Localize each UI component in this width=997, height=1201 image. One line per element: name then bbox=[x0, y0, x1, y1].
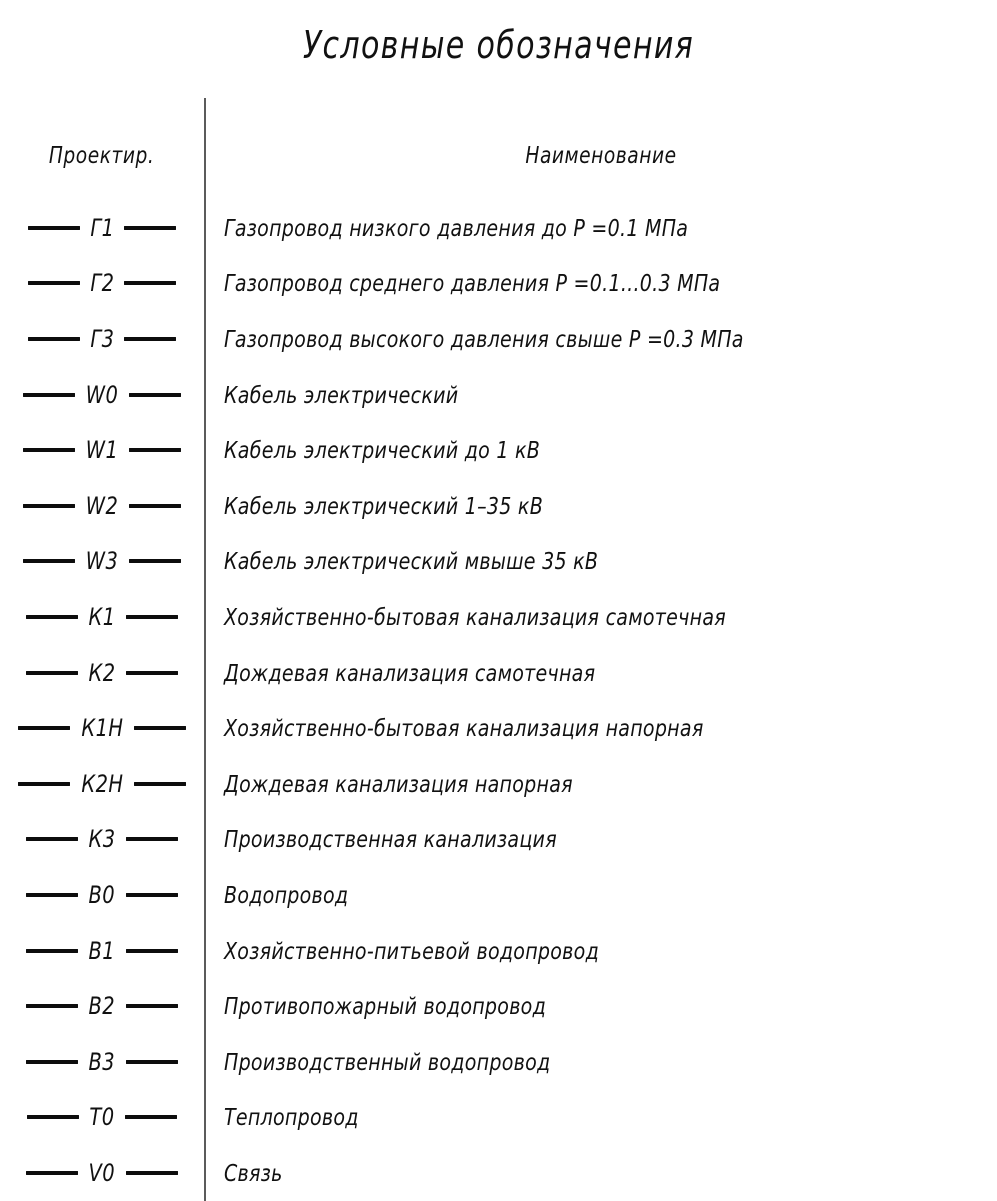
line-dash-right-icon bbox=[134, 782, 186, 786]
pipeline-line-symbol bbox=[0, 714, 204, 742]
legend-description-label: Водопровод bbox=[224, 880, 349, 909]
pipeline-line-symbol bbox=[0, 381, 204, 409]
line-dash-left-icon bbox=[26, 1171, 78, 1175]
table-row bbox=[0, 534, 997, 590]
legend-table bbox=[0, 98, 997, 1201]
line-dash-right-icon bbox=[126, 1060, 178, 1064]
legend-symbol-cell bbox=[0, 589, 205, 645]
header-row bbox=[0, 98, 997, 200]
table-row bbox=[0, 1090, 997, 1146]
line-dash-right-icon bbox=[129, 559, 181, 563]
line-dash-right-icon bbox=[129, 448, 181, 452]
legend-description-label: Производственный водопровод bbox=[224, 1047, 551, 1076]
pipeline-line-symbol bbox=[0, 659, 204, 687]
legend-symbol-cell bbox=[0, 645, 205, 701]
line-dash-right-icon bbox=[129, 504, 181, 508]
legend-description-cell bbox=[205, 367, 997, 423]
pipeline-line-symbol bbox=[0, 603, 204, 631]
legend-description-label: Производственная канализация bbox=[224, 825, 557, 854]
legend-description-label: Теплопровод bbox=[224, 1103, 359, 1132]
pipeline-line-symbol bbox=[0, 547, 204, 575]
line-dash-right-icon bbox=[124, 281, 176, 285]
legend-code-label: W3 bbox=[85, 547, 119, 576]
legend-description-cell bbox=[205, 200, 997, 256]
legend-symbol-cell bbox=[0, 311, 205, 367]
line-dash-left-icon bbox=[23, 504, 75, 508]
table-row bbox=[0, 1145, 997, 1201]
line-dash-left-icon bbox=[26, 615, 78, 619]
line-dash-left-icon bbox=[28, 281, 80, 285]
legend-description-cell bbox=[205, 700, 997, 756]
legend-description-cell bbox=[205, 867, 997, 923]
table-row bbox=[0, 589, 997, 645]
line-dash-right-icon bbox=[126, 615, 178, 619]
line-dash-left-icon bbox=[26, 1004, 78, 1008]
legend-description-label: Кабель электрический 1–35 кВ bbox=[224, 491, 544, 520]
legend-description-label: Газопровод среднего давления Р =0.1...0.3 МПа bbox=[224, 269, 721, 298]
legend-code-label: В1 bbox=[88, 936, 116, 965]
legend-description-label: Связь bbox=[224, 1158, 283, 1187]
legend-code-label: Т0 bbox=[89, 1103, 115, 1132]
table-row bbox=[0, 256, 997, 312]
legend-description-cell bbox=[205, 645, 997, 701]
line-dash-right-icon bbox=[126, 949, 178, 953]
pipeline-line-symbol bbox=[0, 992, 204, 1020]
column-header-symbol bbox=[0, 98, 205, 200]
table-body bbox=[0, 200, 997, 1201]
line-dash-right-icon bbox=[126, 893, 178, 897]
column-header-symbol-label: Проектир. bbox=[49, 143, 155, 169]
table-row bbox=[0, 756, 997, 812]
legend-code-label: К3 bbox=[88, 825, 116, 854]
legend-symbol-cell bbox=[0, 700, 205, 756]
legend-description-cell bbox=[205, 534, 997, 590]
table-row bbox=[0, 923, 997, 979]
pipeline-line-symbol bbox=[0, 881, 204, 909]
legend-symbol-cell bbox=[0, 367, 205, 423]
legend-description-label: Хозяйственно-бытовая канализация самотечная bbox=[224, 602, 726, 631]
pipeline-line-symbol bbox=[0, 214, 204, 242]
legend-code-label: W1 bbox=[85, 436, 119, 465]
pipeline-line-symbol bbox=[0, 770, 204, 798]
legend-description-label: Хозяйственно-бытовая канализация напорная bbox=[224, 714, 704, 743]
legend-code-label: К2Н bbox=[80, 769, 124, 798]
legend-description-cell bbox=[205, 923, 997, 979]
legend-description-label: Хозяйственно-питьевой водопровод bbox=[224, 936, 600, 965]
legend-code-label: В2 bbox=[88, 992, 116, 1021]
legend-description-cell bbox=[205, 478, 997, 534]
legend-description-cell bbox=[205, 812, 997, 868]
legend-code-label: V0 bbox=[88, 1158, 116, 1187]
line-dash-right-icon bbox=[134, 726, 186, 730]
legend-description-label: Кабель электрический до 1 кВ bbox=[224, 436, 541, 465]
line-dash-right-icon bbox=[126, 1004, 178, 1008]
legend-symbol-cell bbox=[0, 534, 205, 590]
legend-symbol-cell bbox=[0, 1034, 205, 1090]
legend-description-cell bbox=[205, 978, 997, 1034]
line-dash-right-icon bbox=[129, 393, 181, 397]
column-header-name-label: Наименование bbox=[525, 143, 678, 169]
table-row bbox=[0, 700, 997, 756]
legend-code-label: Г2 bbox=[89, 269, 115, 298]
line-dash-left-icon bbox=[23, 559, 75, 563]
table-row bbox=[0, 1034, 997, 1090]
legend-description-label: Противопожарный водопровод bbox=[224, 992, 547, 1021]
table-row bbox=[0, 812, 997, 868]
legend-symbol-cell bbox=[0, 756, 205, 812]
table-row bbox=[0, 200, 997, 256]
legend-symbol-cell bbox=[0, 478, 205, 534]
table-row bbox=[0, 867, 997, 923]
legend-code-label: W0 bbox=[85, 380, 119, 409]
legend-code-label: W2 bbox=[85, 491, 119, 520]
table-row bbox=[0, 978, 997, 1034]
legend-code-label: В0 bbox=[88, 880, 116, 909]
line-dash-right-icon bbox=[126, 1171, 178, 1175]
legend-symbol-cell bbox=[0, 200, 205, 256]
legend-description-cell bbox=[205, 589, 997, 645]
legend-description-cell bbox=[205, 756, 997, 812]
table-row bbox=[0, 422, 997, 478]
pipeline-line-symbol bbox=[0, 1048, 204, 1076]
legend-description-cell bbox=[205, 422, 997, 478]
line-dash-left-icon bbox=[26, 671, 78, 675]
legend-description-cell bbox=[205, 1034, 997, 1090]
line-dash-right-icon bbox=[126, 837, 178, 841]
pipeline-line-symbol bbox=[0, 1103, 204, 1131]
legend-symbol-cell bbox=[0, 978, 205, 1034]
pipeline-line-symbol bbox=[0, 492, 204, 520]
legend-symbol-cell bbox=[0, 1090, 205, 1146]
line-dash-right-icon bbox=[124, 337, 176, 341]
table-row bbox=[0, 367, 997, 423]
line-dash-left-icon bbox=[26, 1060, 78, 1064]
column-header-name bbox=[205, 98, 997, 200]
line-dash-right-icon bbox=[126, 671, 178, 675]
line-dash-right-icon bbox=[124, 226, 176, 230]
pipeline-line-symbol bbox=[0, 825, 204, 853]
legend-code-label: К1Н bbox=[80, 714, 124, 743]
pipeline-line-symbol bbox=[0, 937, 204, 965]
line-dash-left-icon bbox=[28, 226, 80, 230]
legend-description-label: Газопровод высокого давления свыше Р =0.3 МПа bbox=[224, 324, 744, 353]
legend-symbol-cell bbox=[0, 1145, 205, 1201]
line-dash-left-icon bbox=[18, 782, 70, 786]
legend-code-label: К2 bbox=[88, 658, 116, 687]
legend-code-label: Г1 bbox=[89, 213, 115, 242]
page-title: Условные обозначения bbox=[302, 23, 695, 67]
line-dash-left-icon bbox=[26, 893, 78, 897]
legend-description-cell bbox=[205, 1145, 997, 1201]
pipeline-line-symbol bbox=[0, 1159, 204, 1187]
line-dash-right-icon bbox=[125, 1115, 177, 1119]
table-row bbox=[0, 478, 997, 534]
legend-symbol-cell bbox=[0, 923, 205, 979]
legend-description-cell bbox=[205, 311, 997, 367]
legend-description-label: Газопровод низкого давления до Р =0.1 МПа bbox=[224, 213, 689, 242]
legend-code-label: В3 bbox=[88, 1047, 116, 1076]
table-row bbox=[0, 311, 997, 367]
legend-code-label: Г3 bbox=[89, 324, 115, 353]
legend-description-label: Дождевая канализация самотечная bbox=[224, 658, 596, 687]
line-dash-left-icon bbox=[23, 448, 75, 452]
line-dash-left-icon bbox=[18, 726, 70, 730]
table-header bbox=[0, 98, 997, 200]
line-dash-left-icon bbox=[27, 1115, 79, 1119]
legend-description-cell bbox=[205, 1090, 997, 1146]
legend-symbol-cell bbox=[0, 812, 205, 868]
pipeline-line-symbol bbox=[0, 269, 204, 297]
table-row bbox=[0, 645, 997, 701]
line-dash-left-icon bbox=[26, 949, 78, 953]
legend-code-label: К1 bbox=[88, 602, 116, 631]
line-dash-left-icon bbox=[23, 393, 75, 397]
legend-description-cell bbox=[205, 256, 997, 312]
line-dash-left-icon bbox=[28, 337, 80, 341]
legend-description-label: Кабель электрический bbox=[224, 380, 459, 409]
pipeline-line-symbol bbox=[0, 325, 204, 353]
legend-description-label: Кабель электрический мвыше 35 кВ bbox=[224, 547, 599, 576]
line-dash-left-icon bbox=[26, 837, 78, 841]
legend-symbol-cell bbox=[0, 256, 205, 312]
legend-symbol-cell bbox=[0, 867, 205, 923]
pipeline-line-symbol bbox=[0, 436, 204, 464]
legend-description-label: Дождевая канализация напорная bbox=[224, 769, 573, 798]
legend-symbol-cell bbox=[0, 422, 205, 478]
